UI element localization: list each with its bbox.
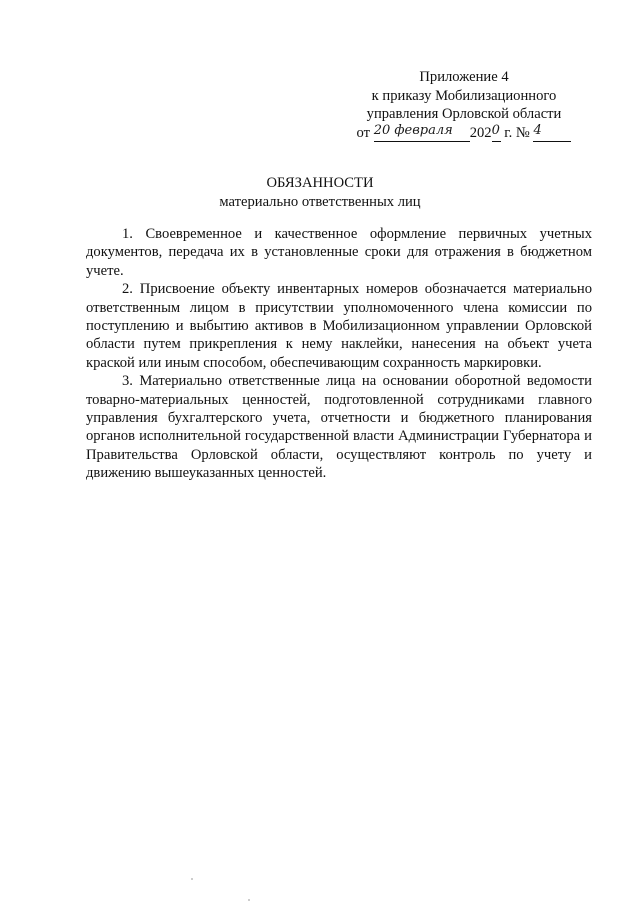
paragraph-1: 1. Своевременное и качественное оформление первичных учетных документов, передача их в установленные сроки для отражения в бюджетном учете. [86,226,592,279]
handwritten-number: 4 [533,122,542,138]
appendix-title: Приложение 4 [419,69,509,85]
appendix-order-ref: к приказу Мобилизационного [371,87,557,104]
date-prefix: от [356,124,371,141]
handwritten-date: 20 февраля [373,122,453,138]
document-body [86,225,592,483]
handwritten-year-field [491,122,501,142]
year-suffix-number-sign: г. № [504,124,530,141]
handwritten-number-field [533,122,571,142]
year-prefix: 202 [469,124,492,141]
appendix-block [340,68,588,142]
paragraph-2: 2. Присвоение объекту инвентарных номеров обозначается материально ответственным лицом в присутствии уполномоченного члена комиссии по поступлению и выбытию активов в Мобилизационном управлении Орловской области путем прикрепления к нему наклейки, нанесения на объект учета краской или иным способом, обеспечивающим сохранность маркировки. [86,281,592,371]
scan-speck [191,878,193,880]
handwritten-date-field [373,122,470,142]
handwritten-year: 0 [491,122,500,138]
document-title: ОБЯЗАННОСТИ [266,175,374,191]
document-subtitle: материально ответственных лиц [219,194,421,210]
scan-speck [248,899,250,901]
appendix-date-line [340,124,588,143]
paragraph-3: 3. Материально ответственные лица на основании оборотной ведомости товарно-материальных ценностей, подготовленной сотрудниками главного управления бухгалтерского учета, отчетности и бюджетного планирования органов исполнительной государственной власти Администрации Губернатора и Правительства Орловской области, осуществляют контроль по учету и движению вышеуказанных ценностей. [86,373,592,482]
appendix-authority: управления Орловской области [366,106,562,123]
